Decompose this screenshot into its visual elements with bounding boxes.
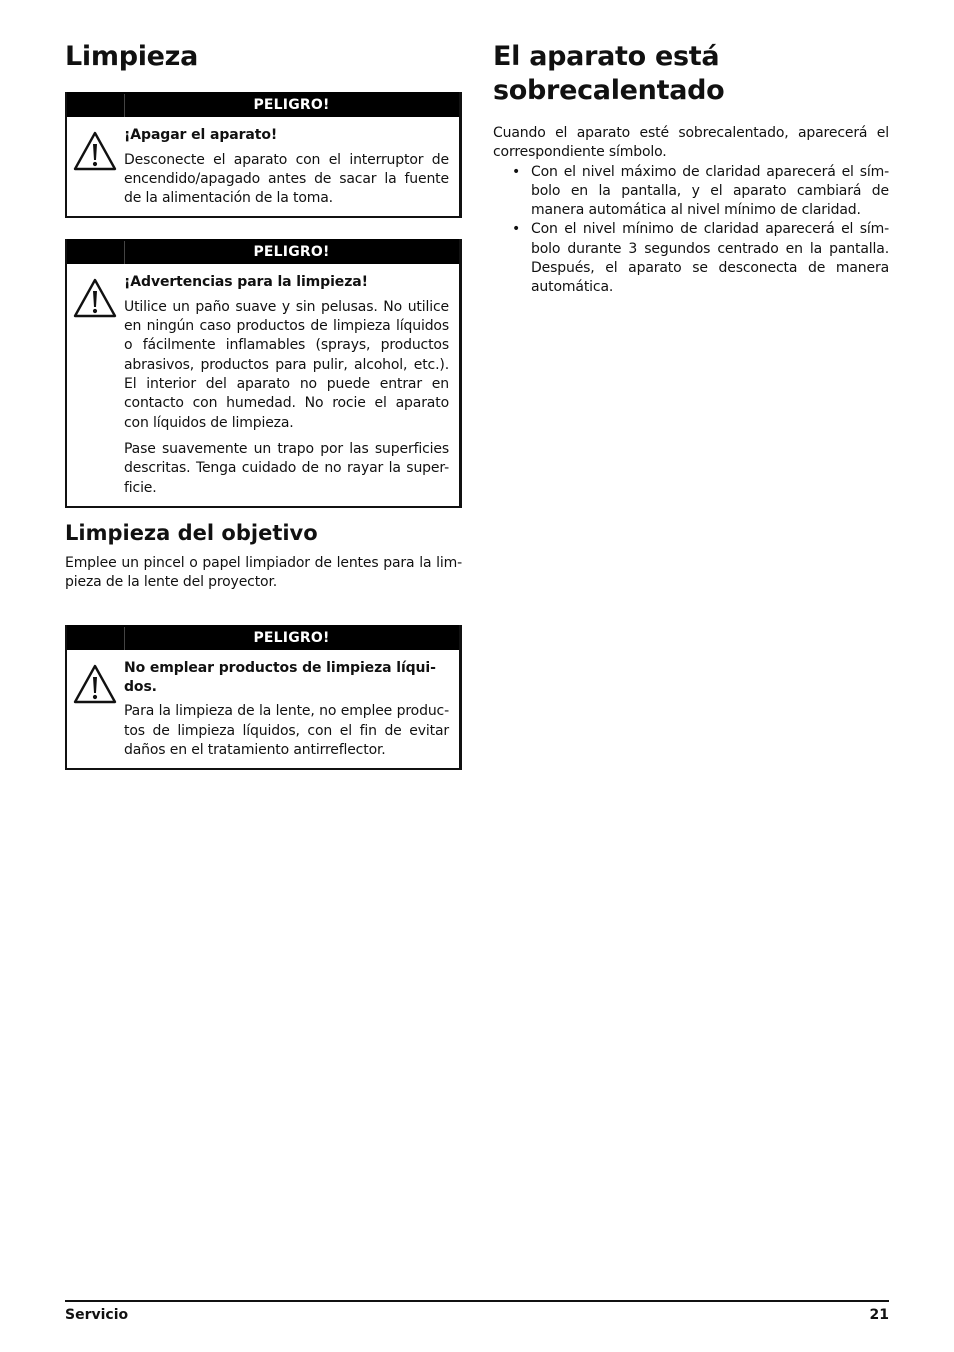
- warning-triangle-icon: [73, 278, 117, 318]
- right-column: [493, 40, 889, 298]
- danger-label: PELIGRO!: [253, 244, 330, 261]
- danger-paragraph: Utilice un paño suave y sin pelusas. No utilice en ningún caso productos de limpieza líquidos o fácilmente inflamables (sprays, productos abrasivos, productos para pulir, alcohol, etc.). El interior del aparato no puede entrar en contacto con humedad. No rocie el aparato con líquidos de limpieza.: [124, 298, 449, 431]
- footer-section-name: Servicio: [65, 1307, 129, 1323]
- danger-label: PELIGRO!: [253, 97, 330, 113]
- page-number: 21: [869, 1307, 889, 1323]
- section-title-cleaning: Limpieza: [65, 41, 199, 72]
- danger-box-cleaning-warnings: [65, 239, 462, 507]
- warning-triangle-icon: [73, 131, 117, 171]
- list-item: • Con el nivel mínimo de claridad aparecerá el sím-bolo durante 3 segundos centrado en la pantalla. Después, el aparato se desconecta de manera automática.: [493, 220, 889, 297]
- danger-body: [67, 117, 459, 216]
- danger-label: PELIGRO!: [253, 630, 330, 647]
- danger-header: [67, 239, 459, 264]
- page-footer: [65, 1300, 889, 1324]
- danger-body: [67, 264, 459, 505]
- lens-cleaning-text: Emplee un pincel o papel limpiador de lentes para la lim-pieza de la lente del proyector.: [65, 554, 462, 591]
- danger-box-switch-off: [65, 92, 462, 218]
- title-line: El aparato está: [493, 41, 720, 72]
- title-line: sobrecalentado: [493, 75, 725, 106]
- danger-paragraph: Para la limpieza de la lente, no emplee produc-tos de limpieza líquidos, con el fin de evitar daños en el tratamiento antirreflector.: [124, 703, 449, 759]
- warning-triangle-icon: [73, 664, 117, 704]
- danger-paragraph: Desconecte el aparato con el interruptor de encendido/apagado antes de sacar la fuente de la alimentación de la toma.: [124, 151, 449, 207]
- danger-title: ¡Advertencias para la limpieza!: [124, 274, 368, 291]
- danger-title: ¡Apagar el aparato!: [124, 127, 278, 143]
- danger-box-no-liquids: [65, 625, 462, 770]
- subsection-title-lens: Limpieza del objetivo: [65, 520, 318, 545]
- danger-header: [67, 92, 459, 117]
- left-column: [65, 40, 462, 770]
- danger-paragraph: Pase suavemente un trapo por las superficies descritas. Tenga cuidado de no rayar la super-ficie.: [124, 440, 449, 496]
- section-title-overheated: [493, 40, 889, 108]
- overheat-intro: Cuando el aparato esté sobrecalentado, aparecerá el correspondiente símbolo.: [493, 125, 889, 161]
- danger-header: [67, 625, 459, 650]
- list-item: • Con el nivel máximo de claridad aparecerá el sím-bolo en la pantalla, y el aparato cambiará de manera automática al nivel mínimo de claridad.: [493, 163, 889, 221]
- danger-title: No emplear productos de limpieza líqui-dos.: [124, 660, 436, 695]
- danger-body: [67, 650, 459, 768]
- overheat-bullet-list: [493, 163, 889, 298]
